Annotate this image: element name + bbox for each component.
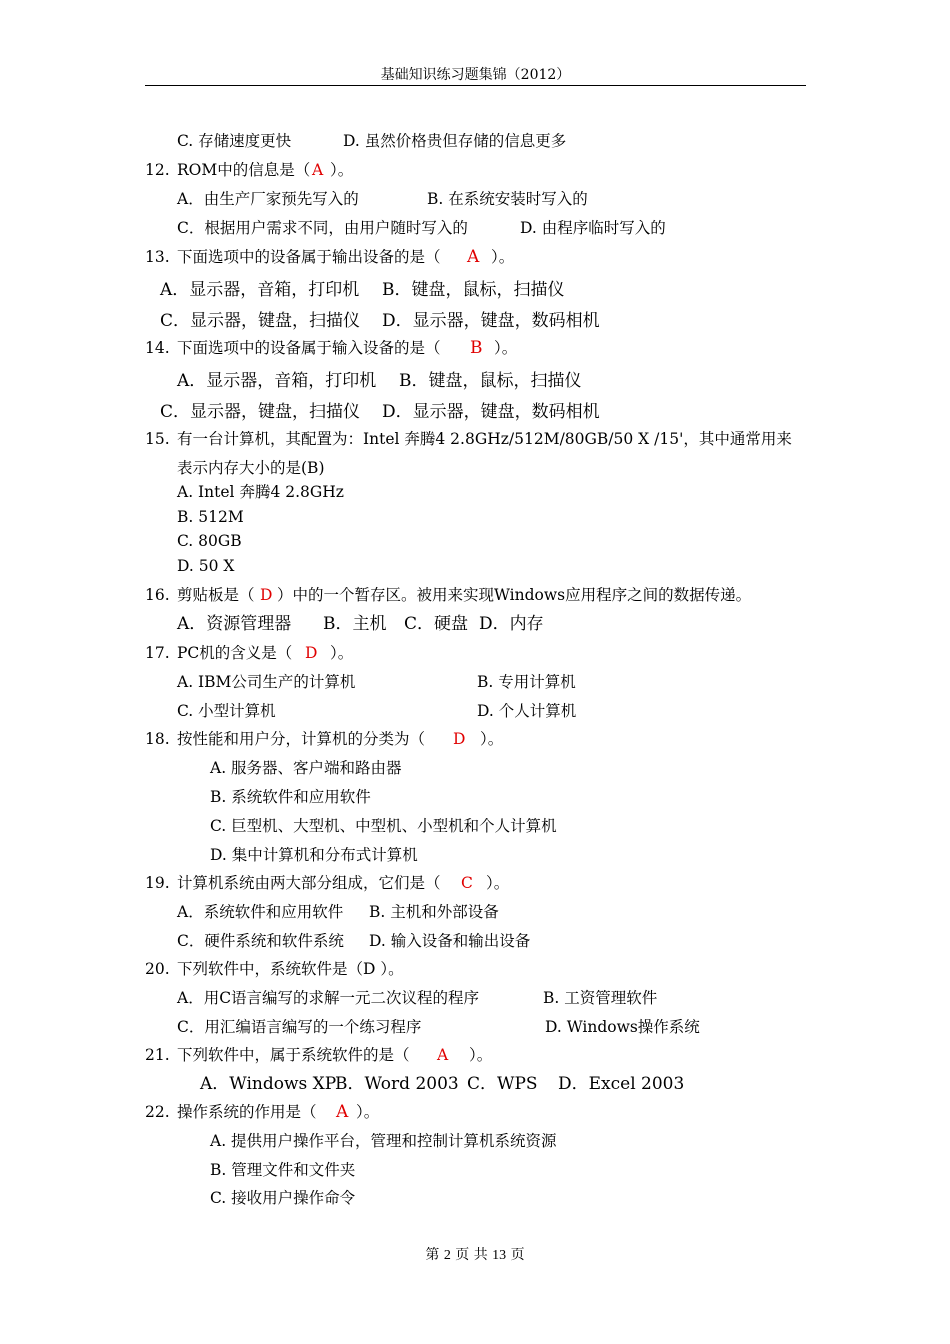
text-line: C．WPS [467, 1074, 538, 1094]
text-line: B. 工资管理软件 [543, 989, 658, 1007]
text-line: B. 专用计算机 [477, 673, 576, 691]
text-line: 下列软件中，属于系统软件的是（ [177, 1046, 410, 1064]
answer-mark: B [470, 338, 483, 358]
text-line: A. 服务器、客户端和路由器 [210, 759, 402, 777]
answer-mark: D [260, 586, 273, 604]
text-line: ）。 [491, 248, 515, 266]
page-footer [0, 1246, 950, 1265]
footer-page-number: 2 [443, 1248, 451, 1263]
text-line: C. 小型计算机 [177, 702, 276, 720]
text-line: 14. [145, 339, 170, 357]
text-line: A．显示器，音箱，打印机 [177, 371, 377, 391]
text-line: A．显示器，音箱，打印机 [160, 280, 360, 300]
text-line: 16. [145, 586, 170, 604]
text-line: 22. [145, 1103, 170, 1121]
text-line: ）。 [330, 161, 354, 179]
answer-mark: A [312, 161, 324, 179]
text-line: D. 输入设备和输出设备 [369, 932, 531, 950]
text-line: A. IBM公司生产的计算机 [177, 673, 356, 691]
text-line: ）。 [469, 1046, 493, 1064]
text-line: B．键盘，鼠标，扫描仪 [399, 371, 582, 391]
text-line: D．内存 [479, 614, 544, 634]
text-line: ）。 [486, 874, 510, 892]
text-line: 表示内存大小的是(B) [177, 459, 325, 477]
text-line: B. 管理文件和文件夹 [210, 1161, 356, 1179]
text-line: D．显示器，键盘，数码相机 [382, 402, 600, 422]
text-line: C．根据用户需求不同，由用户随时写入的 [177, 219, 468, 237]
text-line: 下面选项中的设备属于输入设备的是（ [177, 339, 441, 357]
text-line: B. 512M [177, 508, 244, 526]
text-line: 13. [145, 248, 170, 266]
text-line: 有一台计算机，其配置为：Intel 奔腾4 2.8GHz/512M/80GB/50 X /15'，其中通常用来 [177, 430, 792, 448]
text-line: A．由生产厂家预先写入的 [177, 190, 359, 208]
text-line: 15. [145, 430, 170, 448]
text-line: 21. [145, 1046, 170, 1064]
text-line: B．键盘，鼠标，扫描仪 [382, 280, 565, 300]
text-line: D．Excel 2003 [558, 1074, 685, 1094]
text-line: A．资源管理器 [177, 614, 292, 634]
text-line: C. 存储速度更快 [177, 132, 292, 150]
text-line: A．系统软件和应用软件 [177, 903, 344, 921]
text-line: B. 系统软件和应用软件 [210, 788, 371, 806]
text-line: ）中的一个暂存区。被用来实现Windows应用程序之间的数据传递。 [277, 586, 752, 604]
text-line: D. 虽然价格贵但存储的信息更多 [343, 132, 567, 150]
answer-mark: D [305, 644, 318, 662]
text-line: 剪贴板是（ [177, 586, 255, 604]
text-line: 17. [145, 644, 170, 662]
answer-mark: A [336, 1102, 349, 1122]
text-line: 19. [145, 874, 170, 892]
text-line: 12. [145, 161, 170, 179]
text-line: B. 主机和外部设备 [369, 903, 499, 921]
text-line: 按性能和用户分，计算机的分类为（ [177, 730, 426, 748]
text-line: B．主机 [323, 614, 387, 634]
text-line: 操作系统的作用是（ [177, 1103, 317, 1121]
answer-mark: D [453, 730, 466, 748]
text-line: B. 在系统安装时写入的 [427, 190, 588, 208]
text-line: D．显示器，键盘，数码相机 [382, 311, 600, 331]
text-line: C. 80GB [177, 532, 242, 550]
footer-mid: 页 共 [455, 1247, 488, 1263]
text-line: C．硬盘 [404, 614, 469, 634]
text-line: C. 巨型机、大型机、中型机、小型机和个人计算机 [210, 817, 557, 835]
text-line: D. Windows操作系统 [545, 1018, 700, 1036]
text-line: PC机的含义是（ [177, 644, 293, 662]
answer-mark: A [437, 1046, 449, 1064]
text-line: A. Intel 奔腾4 2.8GHz [177, 483, 344, 501]
text-line: C. 接收用户操作命令 [210, 1189, 356, 1207]
text-line: ）。 [356, 1103, 380, 1121]
text-line: A. 提供用户操作平台，管理和控制计算机系统资源 [210, 1132, 557, 1150]
header-rule [145, 85, 806, 86]
text-line: D. 个人计算机 [477, 702, 577, 720]
text-line: 20. [145, 960, 170, 978]
text-line: ）。 [494, 339, 518, 357]
footer-prefix: 第 [425, 1247, 440, 1263]
text-line: 18. [145, 730, 170, 748]
answer-mark: C [461, 874, 473, 892]
text-line: 下面选项中的设备属于输出设备的是（ [177, 248, 441, 266]
text-line: 计算机系统由两大部分组成，它们是（ [177, 874, 441, 892]
footer-page-total: 13 [492, 1248, 507, 1263]
text-line: 下列软件中，系统软件是（D ）。 [177, 960, 404, 978]
text-line: D. 50 X [177, 557, 235, 575]
text-line: C．用汇编语言编写的一个练习程序 [177, 1018, 422, 1036]
text-line: A．用C语言编写的求解一元二次议程的程序 [177, 989, 480, 1007]
text-line: ）。 [330, 644, 354, 662]
text-line: B．Word 2003 [335, 1074, 459, 1094]
text-line: ROM中的信息是（ [177, 161, 311, 179]
footer-suffix: 页 [510, 1247, 525, 1263]
text-line: D. 集中计算机和分布式计算机 [210, 846, 418, 864]
text-line: C．显示器，键盘，扫描仪 [160, 402, 361, 422]
text-line: ）。 [480, 730, 504, 748]
answer-mark: A [467, 247, 480, 267]
text-line: A．Windows XP [200, 1074, 337, 1094]
text-line: C．硬件系统和软件系统 [177, 932, 344, 950]
text-line: D. 由程序临时写入的 [520, 219, 666, 237]
text-line: C．显示器，键盘，扫描仪 [160, 311, 361, 331]
page-header-title: 基础知识练习题集锦（2012） [380, 67, 571, 83]
